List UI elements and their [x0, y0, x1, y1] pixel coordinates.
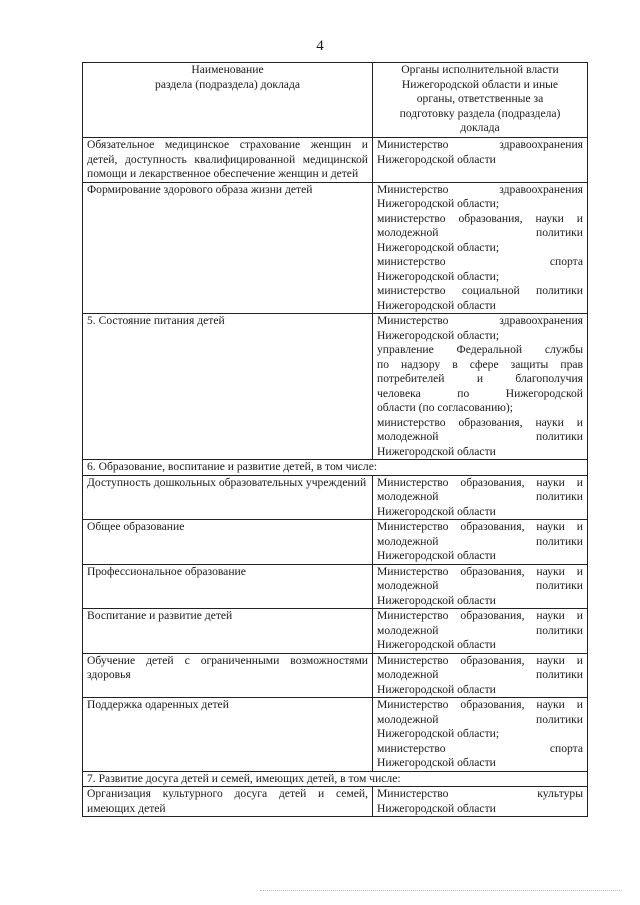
responsible-body-cell	[373, 609, 588, 654]
responsible-body-line: Нижегородской области;	[377, 197, 500, 210]
responsible-body-cell	[373, 653, 588, 698]
responsible-body-line: Министерство образования, науки и	[377, 520, 583, 533]
table-row	[83, 520, 588, 565]
report-sections-table	[82, 62, 588, 817]
header-line: Наименование	[191, 63, 264, 76]
responsible-body-line: молодежной политики	[377, 490, 583, 503]
table-row	[83, 698, 588, 772]
header-line: раздела (подраздела) доклада	[155, 77, 300, 91]
responsible-body-line: молодежной политики	[377, 534, 583, 548]
responsible-body-cell	[373, 475, 588, 520]
responsible-body-line: Министерство здравоохранения	[377, 182, 583, 196]
responsible-body-line: молодежной политики	[377, 712, 583, 726]
section-name-cell: Формирование здорового образа жизни детей	[83, 182, 373, 314]
responsible-body-line: области (по согласованию);	[377, 401, 514, 414]
responsible-body-cell	[373, 520, 588, 565]
table-row	[83, 314, 588, 460]
responsible-body-line: Нижегородской области	[377, 504, 496, 518]
responsible-body-cell	[373, 787, 588, 817]
section-row	[83, 771, 588, 787]
responsible-body-line: министерство спорта	[377, 255, 583, 268]
responsible-body-line: Министерство образования, науки и	[377, 698, 583, 711]
table-header-row	[83, 63, 588, 138]
scan-artifact-line	[260, 890, 620, 892]
page-number: 4	[316, 38, 324, 54]
header-line: органы, ответственные за	[416, 92, 544, 105]
responsible-body-cell	[373, 314, 588, 460]
table-row	[83, 787, 588, 817]
section-name-cell: Организация культурного досуга детей и семей, имеющих детей	[83, 787, 373, 817]
section-name-cell: Общее образование	[83, 520, 373, 565]
responsible-body-line: Нижегородской области	[377, 682, 496, 696]
section-name-cell: 5. Состояние питания детей	[83, 314, 373, 460]
responsible-body-line: по надзору в сфере защиты прав	[377, 357, 583, 371]
responsible-body-line: Нижегородской области	[377, 152, 496, 166]
responsible-body-line: Министерство образования, науки и	[377, 564, 583, 578]
responsible-body-cell	[373, 564, 588, 609]
header-section-name	[83, 63, 373, 138]
responsible-body-line: министерство социальной политики	[377, 284, 583, 297]
section-row	[83, 460, 588, 476]
section-name-cell: Воспитание и развитие детей	[83, 609, 373, 654]
responsible-body-line: Министерство здравоохранения	[377, 314, 583, 327]
responsible-body-line: молодежной политики	[377, 623, 583, 637]
responsible-body-line: молодежной политики	[377, 430, 583, 443]
header-line: доклада	[460, 121, 500, 134]
table-row	[83, 653, 588, 698]
responsible-body-line: Министерство здравоохранения	[377, 138, 583, 151]
responsible-body-line: Нижегородской области	[377, 801, 496, 815]
responsible-body-line: Министерство культуры	[377, 787, 583, 800]
header-line: Нижегородской области и иные	[401, 77, 559, 91]
responsible-body-line: Нижегородской области;	[377, 240, 500, 254]
responsible-body-line: молодежной политики	[377, 226, 583, 239]
responsible-body-line: министерство образования, науки и	[377, 211, 583, 225]
responsible-body-line: молодежной политики	[377, 579, 583, 592]
section-name-cell: Поддержка одаренных детей	[83, 698, 373, 772]
responsible-body-line: управление Федеральной службы	[377, 343, 583, 356]
table-row	[83, 475, 588, 520]
responsible-body-cell	[373, 182, 588, 314]
header-line: Органы исполнительной власти	[401, 63, 559, 76]
responsible-body-line: Нижегородской области;	[377, 328, 500, 342]
responsible-body-line: министерство образования, науки и	[377, 415, 583, 429]
section-title: 7. Развитие досуга детей и семей, имеющих детей, в том числе:	[83, 771, 588, 787]
section-name-cell: Обязательное медицинское страхование женщин и детей, доступность квалифицированной медицинской помощи и лекарственное обеспечение женщин и детей	[83, 138, 373, 183]
responsible-body-line: Нижегородской области	[377, 298, 496, 312]
table-row	[83, 182, 588, 314]
responsible-body-line: потребителей и благополучия	[377, 372, 583, 385]
header-responsible-bodies	[373, 63, 588, 138]
responsible-body-line: Министерство образования, науки и	[377, 475, 583, 489]
responsible-body-line: Нижегородской области	[377, 444, 496, 458]
section-name-cell: Доступность дошкольных образовательных учреждений	[83, 475, 373, 520]
responsible-body-line: Нижегородской области;	[377, 269, 500, 283]
section-name-cell: Обучение детей с ограниченными возможностями здоровья	[83, 653, 373, 698]
responsible-body-line: министерство спорта	[377, 741, 583, 755]
section-name-cell: Профессиональное образование	[83, 564, 373, 609]
responsible-body-line: Нижегородской области;	[377, 727, 500, 740]
responsible-body-line: Нижегородской области	[377, 638, 496, 651]
table-row	[83, 138, 588, 183]
responsible-body-line: человека по Нижегородской	[377, 386, 583, 400]
responsible-body-line: молодежной политики	[377, 668, 583, 681]
section-title: 6. Образование, воспитание и развитие детей, в том числе:	[83, 460, 588, 476]
table-row	[83, 564, 588, 609]
responsible-body-line: Министерство образования, науки и	[377, 609, 583, 622]
header-line: подготовку раздела (подраздела)	[399, 106, 561, 120]
responsible-body-cell	[373, 138, 588, 183]
responsible-body-line: Нижегородской области	[377, 593, 496, 607]
responsible-body-line: Нижегородской области	[377, 549, 496, 562]
responsible-body-cell	[373, 698, 588, 772]
responsible-body-line: Министерство образования, науки и	[377, 653, 583, 667]
table-row	[83, 609, 588, 654]
responsible-body-line: Нижегородской области	[377, 756, 496, 769]
